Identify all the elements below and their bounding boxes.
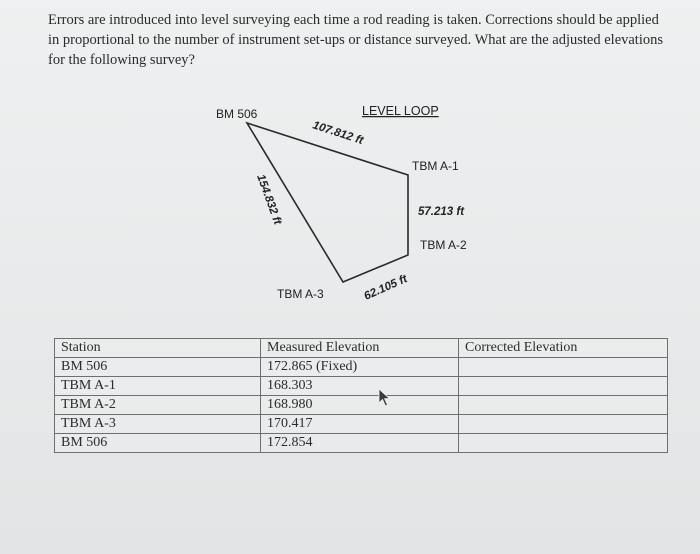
station-cell: TBM A-3	[55, 415, 261, 434]
measured-elevation-cell: 172.865 (Fixed)	[261, 358, 459, 377]
station-cell: BM 506	[55, 434, 261, 453]
station-label-tbm-a1: TBM A-1	[412, 159, 459, 173]
corrected-elevation-cell[interactable]	[459, 396, 668, 415]
header-corrected-elevation: Corrected Elevation	[459, 339, 668, 358]
table-row	[55, 415, 668, 434]
distance-label-bm-a1: 107.812 ft	[311, 119, 365, 148]
diagram-title: LEVEL LOOP	[362, 104, 439, 118]
distance-label-a3-bm: 154.832 ft	[254, 172, 284, 227]
station-label-bm506: BM 506	[216, 107, 258, 121]
distance-label-a1-a2: 57.213 ft	[418, 206, 465, 218]
table-row	[55, 377, 668, 396]
elevation-table	[54, 338, 668, 453]
header-measured-elevation: Measured Elevation	[261, 339, 459, 358]
table-row	[55, 396, 668, 415]
station-label-tbm-a2: TBM A-2	[420, 238, 467, 252]
measured-elevation-cell: 170.417	[261, 415, 459, 434]
problem-statement: Errors are introduced into level surveying each time a rod reading is taken. Corrections should be applied in proportional to the number of instrument set-ups or distance surveyed. What are the adjusted elevations for the following survey?	[48, 12, 664, 68]
corrected-elevation-cell[interactable]	[459, 377, 668, 396]
table-row	[55, 434, 668, 453]
corrected-elevation-cell[interactable]	[459, 434, 668, 453]
header-station: Station	[55, 339, 261, 358]
mouse-pointer-icon	[378, 388, 392, 408]
measured-elevation-cell: 168.980	[261, 396, 459, 415]
measured-elevation-cell: 168.303	[261, 377, 459, 396]
table-row	[55, 358, 668, 377]
station-cell: BM 506	[55, 358, 261, 377]
station-cell: TBM A-1	[55, 377, 261, 396]
corrected-elevation-cell[interactable]	[459, 358, 668, 377]
station-label-tbm-a3: TBM A-3	[277, 287, 324, 301]
station-cell: TBM A-2	[55, 396, 261, 415]
table-header-row	[55, 339, 668, 358]
measured-elevation-cell: 172.854	[261, 434, 459, 453]
corrected-elevation-cell[interactable]	[459, 415, 668, 434]
distance-label-a2-a3: 62.105 ft	[362, 273, 410, 303]
